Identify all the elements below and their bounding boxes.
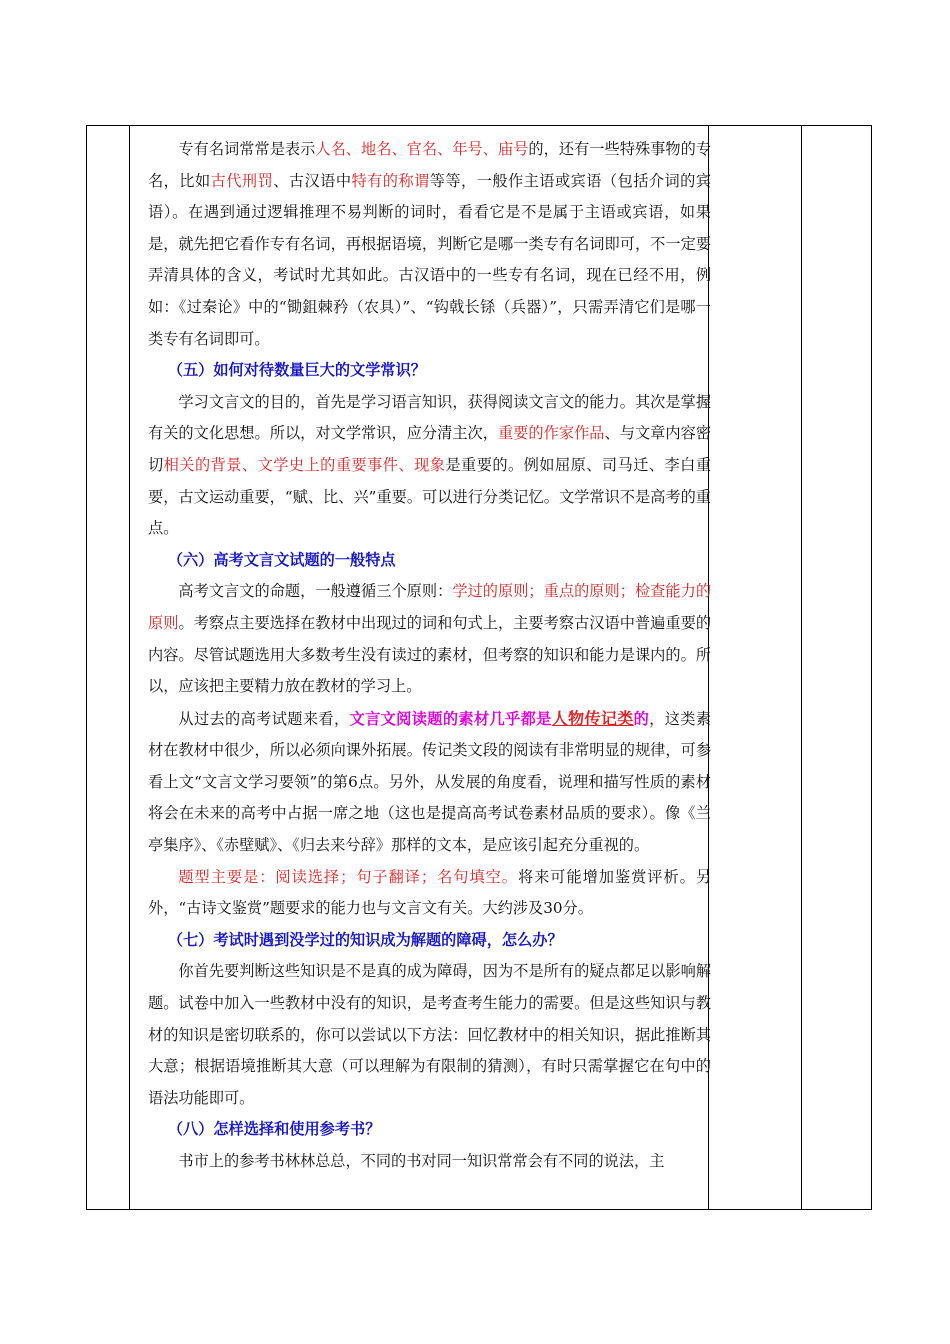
text-run: 、古汉语中 (273, 171, 352, 190)
highlighted-text: 题型主要是：阅读选择；句子翻译；名句填空。 (178, 867, 518, 886)
text-run: 你首先要判断这些知识是不是真的成为障碍，因为不是所有的疑点都足以影响解题。试卷中加入一些教材中没有的知识，是考查考生能力的需要。但是这些知识与教材的知识是密切联系的，你可以尝试以下方法：回忆教材中的相关知识，据此推断其大意；根据语境推断其大意（可以理解为有限制的猜测），有时只需掌握它在句中的语法功能即可。 (148, 962, 711, 1107)
highlighted-text: 人名、地名、官名、年号、庙号 (315, 140, 529, 158)
text-run: 是重要的。例如屈原、司马迁、李白重要，古文运动重要，“赋、比、兴”重要。可以进行分类记忆。文学常识不是高考的重点。 (148, 455, 712, 538)
body-paragraph (148, 956, 711, 1114)
text-run: 书市上的参考书林林总总，不同的书对同一知识常常会有不同的说法，主 (178, 1152, 665, 1170)
body-paragraph (148, 1146, 711, 1178)
text-run: （五）如何对待数量巨大的文学常识？ (167, 361, 426, 380)
table-column-divider (129, 126, 130, 1209)
highlighted-text: 学过的原则；重点的原则；检查能力的原则 (148, 582, 712, 632)
document-table (86, 125, 872, 1210)
highlighted-text: 人物传记类 (551, 708, 634, 728)
text-run: ，这类素材在教材中很少，所以必须向课外拓展。传记类文段的阅读有非常明显的规律，可参看上文“文言文学习要领”的第6点。另外，从发展的角度看，说理和描写性质的素材将会在未来的高考中占据一席之地（这也是提高高考试卷素材品质的要求）。像《兰亭集序》、《赤壁赋》、《归去来兮辞》那样的文本，是应该引起充分重视的。 (148, 709, 712, 855)
text-run: 。考察点主要选择在教材中出现过的词和句式上，主要考察古汉语中普遍重要的内容。尽管试题选用大多数考生没有读过的素材，但考察的知识和能力是课内的。所以，应该把主要精力放在教材的学习上。 (148, 613, 712, 696)
text-run: （六）高考文言文试题的一般特点 (167, 550, 396, 569)
body-paragraph (148, 134, 711, 355)
highlighted-text: 相关的背景、文学史上的重要事件、现象 (163, 455, 446, 474)
highlighted-text: 重要的作家作品 (498, 424, 605, 443)
body-paragraph (148, 387, 711, 545)
table-column-divider (801, 126, 802, 1209)
text-run: 专有名词常常是表示 (178, 140, 316, 158)
text-run: 从过去的高考试题来看， (178, 709, 350, 728)
body-paragraph (148, 703, 711, 862)
text-run: 学习文言文的目的，首先是学习语言知识，获得阅读文言文的能力。其次是掌握有关的文化思想。所以，对文学常识，应分清主次， (148, 392, 711, 443)
highlighted-text: 的 (633, 709, 650, 728)
body-paragraph (148, 862, 711, 925)
highlighted-text: 特有的称谓 (351, 171, 430, 190)
section-heading (148, 1114, 711, 1146)
text-run: 将来可能增加鉴赏评析。另外，“古诗文鉴赏”题要求的能力也与文言文有关。大约涉及30分。 (148, 867, 712, 918)
table-content-cell (139, 126, 717, 1178)
section-heading (148, 355, 711, 387)
body-paragraph (148, 576, 711, 702)
text-run: 高考文言文的命题，一般遵循三个原则： (178, 582, 453, 601)
highlighted-text: 文言文阅读题的素材几乎都是 (349, 709, 552, 728)
text-run: 、与文章内容密切 (148, 424, 712, 474)
highlighted-text: 古代刑罚 (210, 171, 274, 190)
text-run: 等等，一般作主语或宾语（包括介词的宾语）。在遇到通过逻辑推理不易判断的词时，看看它是不是属于主语或宾语，如果是，就先把它看作专有名词，再根据语境，判断它是哪一类专有名词即可，不一定要弄清具体的含义，考试时尤其如此。古汉语中的一些专有名词，现在已经不用，例如：《过秦论》中的“锄鉏棘矜（农具）”、“钩戟长铩（兵器）”，只需弄清它们是哪一类专有名词即可。 (148, 171, 712, 348)
section-heading (148, 545, 711, 577)
text-run: 的，还有一些特殊事物的专名，比如 (148, 140, 712, 190)
text-run: （八）怎样选择和使用参考书？ (167, 1120, 381, 1139)
text-run: （七）考试时遇到没学过的知识成为解题的障碍，怎么办？ (167, 930, 563, 949)
section-heading (148, 925, 711, 957)
